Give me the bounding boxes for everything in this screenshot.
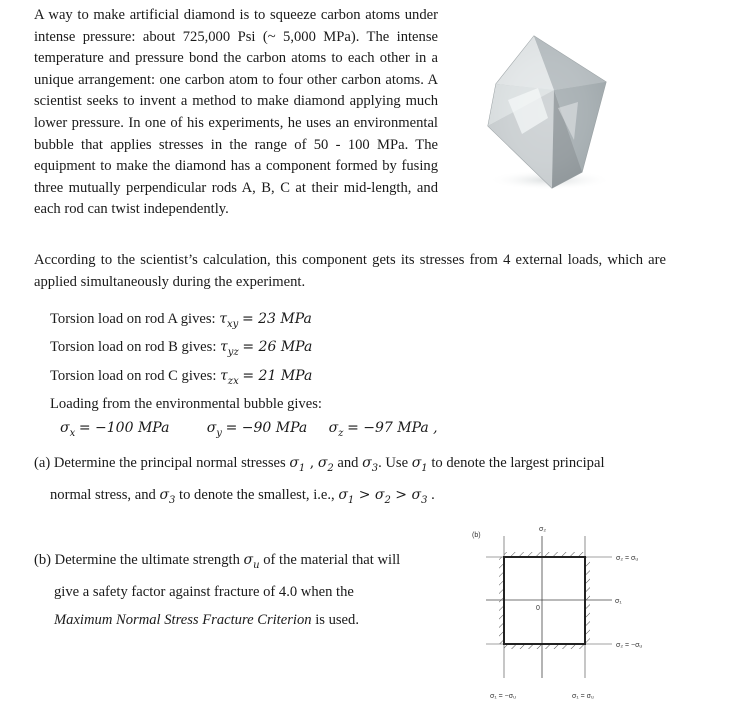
left-line-label: σ₁ = −σᵤ bbox=[490, 693, 516, 700]
bubble-stresses bbox=[60, 417, 438, 445]
part-b-question bbox=[34, 547, 454, 634]
part-b-line-1: (b) Determine the ultimate strength $\sigma_u$ of the material that will bbox=[34, 552, 401, 571]
load-rod-c bbox=[50, 365, 438, 393]
load-rod-a bbox=[50, 308, 438, 336]
right-axis-label: σ₁ bbox=[615, 598, 622, 605]
part-a-question bbox=[34, 450, 694, 514]
part-b-line-2: give a safety factor against fracture of 4.0 when the bbox=[54, 584, 354, 601]
rod-b-label: Torsion load on rod B gives: bbox=[50, 339, 217, 356]
fracture-envelope-figure bbox=[462, 520, 694, 706]
tau-zx-value: = 21 MPa bbox=[242, 367, 313, 384]
tau-xy-symbol: $\tau_{xy}$ bbox=[219, 311, 239, 330]
diamond-image bbox=[478, 30, 618, 195]
sigma-z-symbol: $\sigma_z$ bbox=[328, 420, 344, 440]
tau-yz-value: = 26 MPa bbox=[242, 339, 313, 356]
rod-a-label: Torsion load on rod A gives: bbox=[50, 311, 216, 327]
safety-factor-value: 4.0 bbox=[278, 584, 298, 601]
part-b-line-3: Maximum Normal Stress Fracture Criterion is used. bbox=[54, 611, 359, 628]
sigma-y-value: = −90 MPa bbox=[225, 420, 308, 437]
bottom-line-label: σ₂ = −σᵤ bbox=[616, 642, 643, 649]
sigma-x-symbol: $\sigma_x$ bbox=[60, 420, 76, 440]
sigma-z-value: = −97 MPa , bbox=[347, 420, 438, 437]
intro-paragraph: A way to make artificial diamond is to squeeze carbon atoms under intense pressure: about 725,000 Psi (~ 5,000 MPa). The intense temperature and pressure bond the carbon atoms to each other in a unique arrangement: one carbon atom to four other carbon atoms. A scientist seeks to invent a method to make diamond applying much lower pressure. In one of his experiments, he uses an environmental bubble that applies stresses in the range of 50 - 100 MPa. The equipment to make the diamond has a component formed by fusing three mutually perpendicular rods A, B, C at their mid-length, and each rod can twist independently. bbox=[34, 7, 438, 218]
part-a-line-2: normal stress, and $\sigma_3$ to denote the smallest, i.e., $\sigma_1 > \sigma_2 > \sigma_3$ . bbox=[50, 486, 435, 506]
safe-region-square bbox=[504, 557, 585, 644]
load-rod-b bbox=[50, 336, 438, 364]
panel-label: (b) bbox=[472, 532, 481, 539]
loads-list bbox=[50, 308, 438, 446]
criterion-name: Maximum Normal Stress Fracture Criterion bbox=[54, 611, 312, 628]
rod-c-label: Torsion load on rod C gives: bbox=[50, 367, 217, 384]
origin-label: 0 bbox=[536, 605, 540, 612]
sigma-x-value: = −100 MPa bbox=[78, 420, 170, 437]
tau-yz-symbol: $\tau_{yz}$ bbox=[220, 339, 239, 359]
tau-zx-symbol: $\tau_{zx}$ bbox=[220, 367, 239, 387]
calculation-paragraph: According to the scientist’s calculation, this component gets its stresses from 4 external loads, which are applied simultaneously during the experiment. bbox=[34, 252, 666, 290]
right-line-label: σ₁ = σᵤ bbox=[572, 693, 594, 700]
sigma-y-symbol: $\sigma_y$ bbox=[206, 420, 222, 440]
tau-xy-value: = 23 MPa bbox=[241, 311, 312, 327]
axis-top-label: σ₂ bbox=[539, 526, 547, 533]
bubble-label: Loading from the environmental bubble gives: bbox=[50, 395, 322, 412]
top-line-label: σ₂ = σᵤ bbox=[616, 555, 639, 562]
part-a-line-1: (a) Determine the principal normal stresses $\sigma_1$ , $\sigma_2$ and $\sigma_3$. Use $\sigma_1$ to denote the largest principal bbox=[34, 455, 605, 474]
